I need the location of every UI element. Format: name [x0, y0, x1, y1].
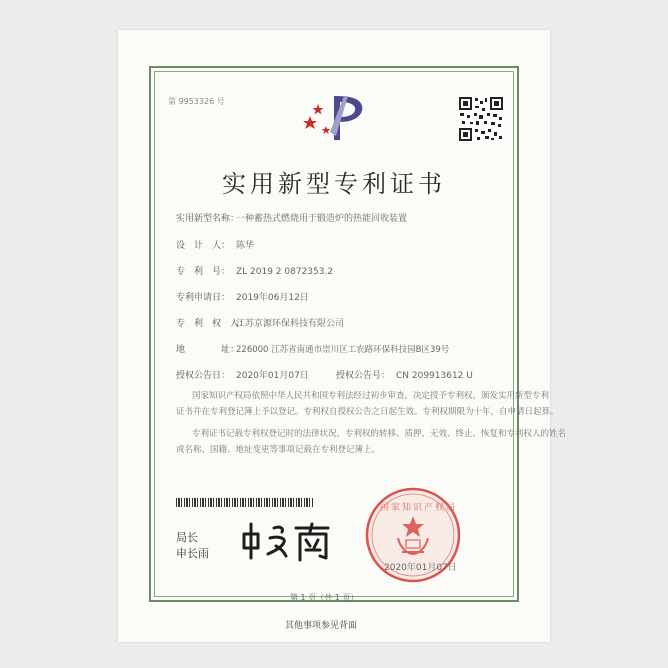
signature-label-director: 局长: [176, 531, 198, 544]
statement-line: 国家知识产权局依照中华人民共和国专利法经过初步审查，决定授予专利权，颁发实用新型专利: [192, 391, 550, 401]
invention-name-label: 实用新型名称：: [176, 214, 240, 224]
statement-line: 证书并在专利登记簿上予以登记。专利权自授权公告之日起生效。专利权期限为十年，自申请日起算。: [176, 407, 559, 417]
patentee: 江苏京源环保科技有限公司: [236, 319, 345, 329]
filing-date-label: 专利申请日：: [176, 293, 231, 303]
filing-date: 2019年06月12日: [236, 293, 309, 303]
invention-name: 一种蓄热式燃烧用于锻造炉的热能回收装置: [236, 214, 408, 224]
seal-text: 国家知识产权局: [380, 503, 458, 513]
seal-date: 2020年01月07日: [384, 563, 457, 573]
grant-number-label: 授权公告号：: [336, 371, 391, 381]
certificate-number: 第 9953326 号: [168, 97, 225, 106]
address-label: 地 址：: [176, 345, 240, 355]
designer: 陈华: [236, 241, 255, 251]
cnipa-logo: [304, 92, 374, 144]
address: 226000 江苏省南通市崇川区工农路环保科技园B区39号: [236, 345, 450, 355]
grant-date: 2020年01月07日: [236, 371, 309, 381]
barcode: [176, 498, 314, 507]
designer-label: 设 计 人：: [176, 241, 231, 251]
certificate-title: 实用新型专利证书: [222, 170, 446, 198]
patent-number-label: 专 利 号：: [176, 267, 231, 277]
signature-label-name: 申长雨: [176, 547, 209, 560]
certificate-statement: [176, 388, 567, 458]
statement-line: 专利证书记载专利权登记时的法律状况。专利权的转移、质押、无效、终止、恢复和专利权人的姓名: [192, 429, 567, 439]
patentee-label: 专 利 权 人：: [176, 319, 249, 329]
statement-line: 或名称、国籍、地址变更等事项记载在专利登记簿上。: [176, 445, 381, 455]
patent-number: ZL 2019 2 0872353.2: [236, 267, 334, 277]
grant-date-label: 授权公告日：: [176, 371, 231, 381]
footer-note: 其他事项参见背面: [285, 621, 358, 631]
page-info: 第 1 页（共 1 页）: [290, 593, 359, 602]
grant-number: CN 209913612 U: [396, 371, 473, 381]
qr-code: [458, 96, 504, 142]
director-signature: [240, 522, 340, 564]
